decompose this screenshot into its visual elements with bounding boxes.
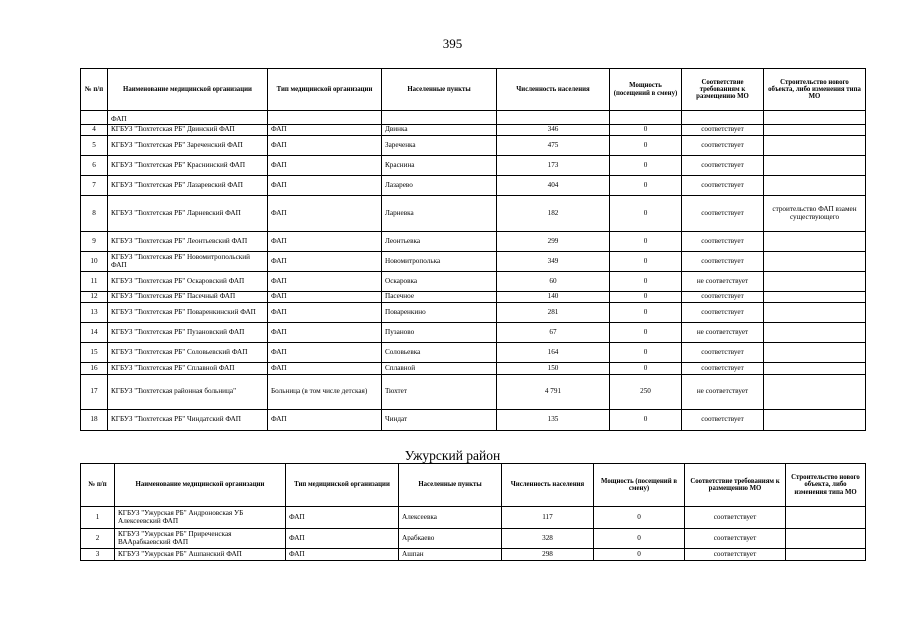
cell-construction	[764, 232, 866, 252]
cell-settlement: Пузаново	[382, 323, 497, 343]
cell-org: КГБУЗ "Тюхтетская РБ" Зареченский ФАП	[108, 136, 268, 156]
cell-capacity: 0	[610, 272, 682, 292]
cell-type: ФАП	[268, 343, 382, 363]
cell-population: 298	[502, 549, 594, 561]
cell-org: КГБУЗ "Тюхтетская РБ" Лазаревский ФАП	[108, 176, 268, 196]
cell-settlement: Ларневка	[382, 196, 497, 232]
cell-construction	[786, 529, 866, 549]
table-row	[81, 323, 866, 343]
cell-capacity: 0	[610, 343, 682, 363]
cell-construction	[786, 549, 866, 561]
cell-org: КГБУЗ "Тюхтетская РБ" Соловьевский ФАП	[108, 343, 268, 363]
cell-type: ФАП	[286, 507, 399, 529]
table-row	[81, 176, 866, 196]
cell-construction	[764, 176, 866, 196]
cell-org: КГБУЗ "Ужурская РБ" Ашпанский ФАП	[115, 549, 286, 561]
cell-compliance: соответствует	[682, 136, 764, 156]
table-body	[81, 111, 866, 431]
cell-compliance: соответствует	[682, 363, 764, 375]
cell-population: 349	[497, 252, 610, 272]
table-row	[81, 375, 866, 410]
cell-capacity: 0	[610, 303, 682, 323]
cell-num: 11	[81, 272, 108, 292]
cell-type: ФАП	[268, 176, 382, 196]
cell-population: 475	[497, 136, 610, 156]
header-construction: Строительство нового объекта, либо изменения типа МО	[764, 69, 866, 111]
cell-capacity: 0	[610, 125, 682, 136]
cell-compliance: соответствует	[685, 507, 786, 529]
cell-population: 135	[497, 410, 610, 431]
header-population: Численность населения	[502, 464, 594, 507]
table-row	[81, 529, 866, 549]
cell-population: 164	[497, 343, 610, 363]
cell-org: КГБУЗ "Тюхтетская РБ" Чиндатский ФАП	[108, 410, 268, 431]
cell-type: ФАП	[268, 252, 382, 272]
cell-compliance: соответствует	[682, 343, 764, 363]
cell-construction	[764, 375, 866, 410]
cell-capacity: 0	[610, 323, 682, 343]
header-capacity: Мощность (посещений в смену)	[594, 464, 685, 507]
cell-compliance: соответствует	[682, 410, 764, 431]
cell-construction	[764, 125, 866, 136]
table-row	[81, 363, 866, 375]
table-row	[81, 125, 866, 136]
cell-num: 1	[81, 507, 115, 529]
cell-type: ФАП	[268, 303, 382, 323]
cell-settlement: Новомитрополька	[382, 252, 497, 272]
cell-capacity: 0	[594, 507, 685, 529]
cell-type: ФАП	[268, 125, 382, 136]
cell-num: 9	[81, 232, 108, 252]
cell-compliance: соответствует	[682, 125, 764, 136]
cell-settlement: Тюхтет	[382, 375, 497, 410]
table-row	[81, 343, 866, 363]
cell-num: 14	[81, 323, 108, 343]
cell-population: 281	[497, 303, 610, 323]
cell-settlement: Пасечное	[382, 292, 497, 303]
cell-construction	[764, 252, 866, 272]
header-construction: Строительство нового объекта, либо изменения типа МО	[786, 464, 866, 507]
cell-capacity: 0	[610, 410, 682, 431]
cell-population: 150	[497, 363, 610, 375]
cell-population: 4 791	[497, 375, 610, 410]
cell-population: 328	[502, 529, 594, 549]
cell-org: КГБУЗ "Тюхтетская РБ" Сплавной ФАП	[108, 363, 268, 375]
cell-capacity: 0	[610, 252, 682, 272]
cell-population: 346	[497, 125, 610, 136]
cell-capacity: 0	[610, 292, 682, 303]
header-compliance: Соответствие требованиям к размещению МО	[682, 69, 764, 111]
section-title: Ужурский район	[404, 448, 501, 463]
table-row	[81, 410, 866, 431]
cell-num: 3	[81, 549, 115, 561]
cell-capacity: 0	[610, 136, 682, 156]
cell-population: 299	[497, 232, 610, 252]
header-num: № п/п	[81, 464, 115, 507]
cell-compliance: соответствует	[682, 196, 764, 232]
cell-compliance: соответствует	[682, 156, 764, 176]
cell-type: ФАП	[268, 156, 382, 176]
table-row	[81, 549, 866, 561]
table-header-row	[81, 69, 866, 111]
cell-population: 173	[497, 156, 610, 176]
cell-org: КГБУЗ "Тюхтетская РБ" Пузановский ФАП	[108, 323, 268, 343]
cell-settlement: Лазарево	[382, 176, 497, 196]
cell-settlement: Оскаровка	[382, 272, 497, 292]
cell-population: 404	[497, 176, 610, 196]
cell-num: 10	[81, 252, 108, 272]
cell-compliance: соответствует	[682, 303, 764, 323]
header-population: Численность населения	[497, 69, 610, 111]
table-body	[81, 507, 866, 561]
cell-construction	[764, 303, 866, 323]
cell-construction	[764, 363, 866, 375]
header-type: Тип медицинской организации	[268, 69, 382, 111]
cell-settlement: Зареченка	[382, 136, 497, 156]
cell-compliance: не соответствует	[682, 323, 764, 343]
cell-settlement: Чиндат	[382, 410, 497, 431]
cell-settlement: Поваренкино	[382, 303, 497, 323]
cell-compliance: не соответствует	[682, 272, 764, 292]
table-row	[81, 292, 866, 303]
cell-org: КГБУЗ "Тюхтетская РБ" Краснинский ФАП	[108, 156, 268, 176]
cell-type: ФАП	[268, 136, 382, 156]
cell-population: 67	[497, 323, 610, 343]
table-row	[81, 507, 866, 529]
cell-compliance: соответствует	[685, 549, 786, 561]
cell-org: КГБУЗ "Тюхтетская РБ" Ларневский ФАП	[108, 196, 268, 232]
cell-type: ФАП	[268, 196, 382, 232]
cell-capacity: 0	[594, 529, 685, 549]
cell-capacity: 0	[610, 363, 682, 375]
table-row	[81, 232, 866, 252]
table-header-row	[81, 464, 866, 507]
cell-settlement: Леонтьевка	[382, 232, 497, 252]
cell-settlement: Сплавной	[382, 363, 497, 375]
cell-compliance: соответствует	[682, 292, 764, 303]
facilities-table-uzhur	[80, 463, 866, 561]
cell-org: КГБУЗ "Ужурская РБ" Приреченская ВААрабкаевский ФАП	[115, 529, 286, 549]
cell-construction	[764, 272, 866, 292]
cell-settlement: Арабкаево	[399, 529, 502, 549]
cell-compliance: соответствует	[682, 232, 764, 252]
cell-capacity: 0	[610, 196, 682, 232]
cell-capacity: 0	[610, 176, 682, 196]
cell-capacity: 0	[594, 549, 685, 561]
cell-capacity: 0	[610, 232, 682, 252]
cell-num: 12	[81, 292, 108, 303]
cell-type: ФАП	[268, 232, 382, 252]
cell-construction	[764, 136, 866, 156]
cell-construction	[764, 410, 866, 431]
cell-compliance: соответствует	[682, 176, 764, 196]
cell-num: 4	[81, 125, 108, 136]
cell-capacity: 0	[610, 156, 682, 176]
cell-settlement: Двинка	[382, 125, 497, 136]
cell-org: КГБУЗ "Тюхтетская РБ" Пасечный ФАП	[108, 292, 268, 303]
table-row	[81, 136, 866, 156]
cell-settlement: Ашпан	[399, 549, 502, 561]
cell-compliance: соответствует	[682, 252, 764, 272]
cell-type: ФАП	[268, 323, 382, 343]
cell-org: КГБУЗ "Тюхтетская РБ" Поваренкинский ФАП	[108, 303, 268, 323]
cell-construction	[786, 507, 866, 529]
cell-num: 7	[81, 176, 108, 196]
cell-org: КГБУЗ "Тюхтетская РБ" Леонтьевский ФАП	[108, 232, 268, 252]
cell-settlement: Краснина	[382, 156, 497, 176]
cell-population: 140	[497, 292, 610, 303]
continuation-text: ФАП	[108, 111, 268, 125]
header-type: Тип медицинской организации	[286, 464, 399, 507]
cell-compliance: не соответствует	[682, 375, 764, 410]
cell-compliance: соответствует	[685, 529, 786, 549]
table-row	[81, 156, 866, 176]
table-row	[81, 252, 866, 272]
cell-construction	[764, 323, 866, 343]
cell-type: ФАП	[268, 292, 382, 303]
cell-type: Больница (в том числе детская)	[268, 375, 382, 410]
cell-num: 16	[81, 363, 108, 375]
cell-type: ФАП	[268, 363, 382, 375]
cell-construction	[764, 343, 866, 363]
cell-num: 18	[81, 410, 108, 431]
cell-org: КГБУЗ "Тюхтетская районная больница"	[108, 375, 268, 410]
cell-org: КГБУЗ "Тюхтетская РБ" Оскаровский ФАП	[108, 272, 268, 292]
continuation-row	[81, 111, 866, 125]
cell-capacity: 250	[610, 375, 682, 410]
cell-type: ФАП	[286, 549, 399, 561]
facilities-table-tyukhtet	[80, 68, 866, 431]
table-row	[81, 303, 866, 323]
cell-settlement: Соловьевка	[382, 343, 497, 363]
cell-settlement: Алексеевка	[399, 507, 502, 529]
cell-num: 13	[81, 303, 108, 323]
header-org: Наименование медицинской организации	[108, 69, 268, 111]
cell-num: 8	[81, 196, 108, 232]
cell-type: ФАП	[286, 529, 399, 549]
cell-population: 60	[497, 272, 610, 292]
header-capacity: Мощность (посещений в смену)	[610, 69, 682, 111]
header-org: Наименование медицинской организации	[115, 464, 286, 507]
header-compliance: Соответствие требованиям к размещению МО	[685, 464, 786, 507]
cell-org: КГБУЗ "Тюхтетская РБ" Двинский ФАП	[108, 125, 268, 136]
cell-org: КГБУЗ "Ужурская РБ" Андроновская УБ Алексеевский ФАП	[115, 507, 286, 529]
cell-num: 6	[81, 156, 108, 176]
header-num: № п/п	[81, 69, 108, 111]
cell-type: ФАП	[268, 410, 382, 431]
cell-org: КГБУЗ "Тюхтетская РБ" Новомитропольский ФАП	[108, 252, 268, 272]
cell-construction	[764, 156, 866, 176]
cell-population: 117	[502, 507, 594, 529]
table-row	[81, 272, 866, 292]
header-settlements: Населенные пункты	[399, 464, 502, 507]
page-number: 395	[442, 36, 463, 51]
cell-num: 17	[81, 375, 108, 410]
cell-type: ФАП	[268, 272, 382, 292]
cell-construction: строительство ФАП взамен существующего	[764, 196, 866, 232]
cell-num: 2	[81, 529, 115, 549]
cell-num: 5	[81, 136, 108, 156]
cell-num: 15	[81, 343, 108, 363]
cell-population: 182	[497, 196, 610, 232]
table-row	[81, 196, 866, 232]
header-settlements: Населенные пункты	[382, 69, 497, 111]
cell-construction	[764, 292, 866, 303]
